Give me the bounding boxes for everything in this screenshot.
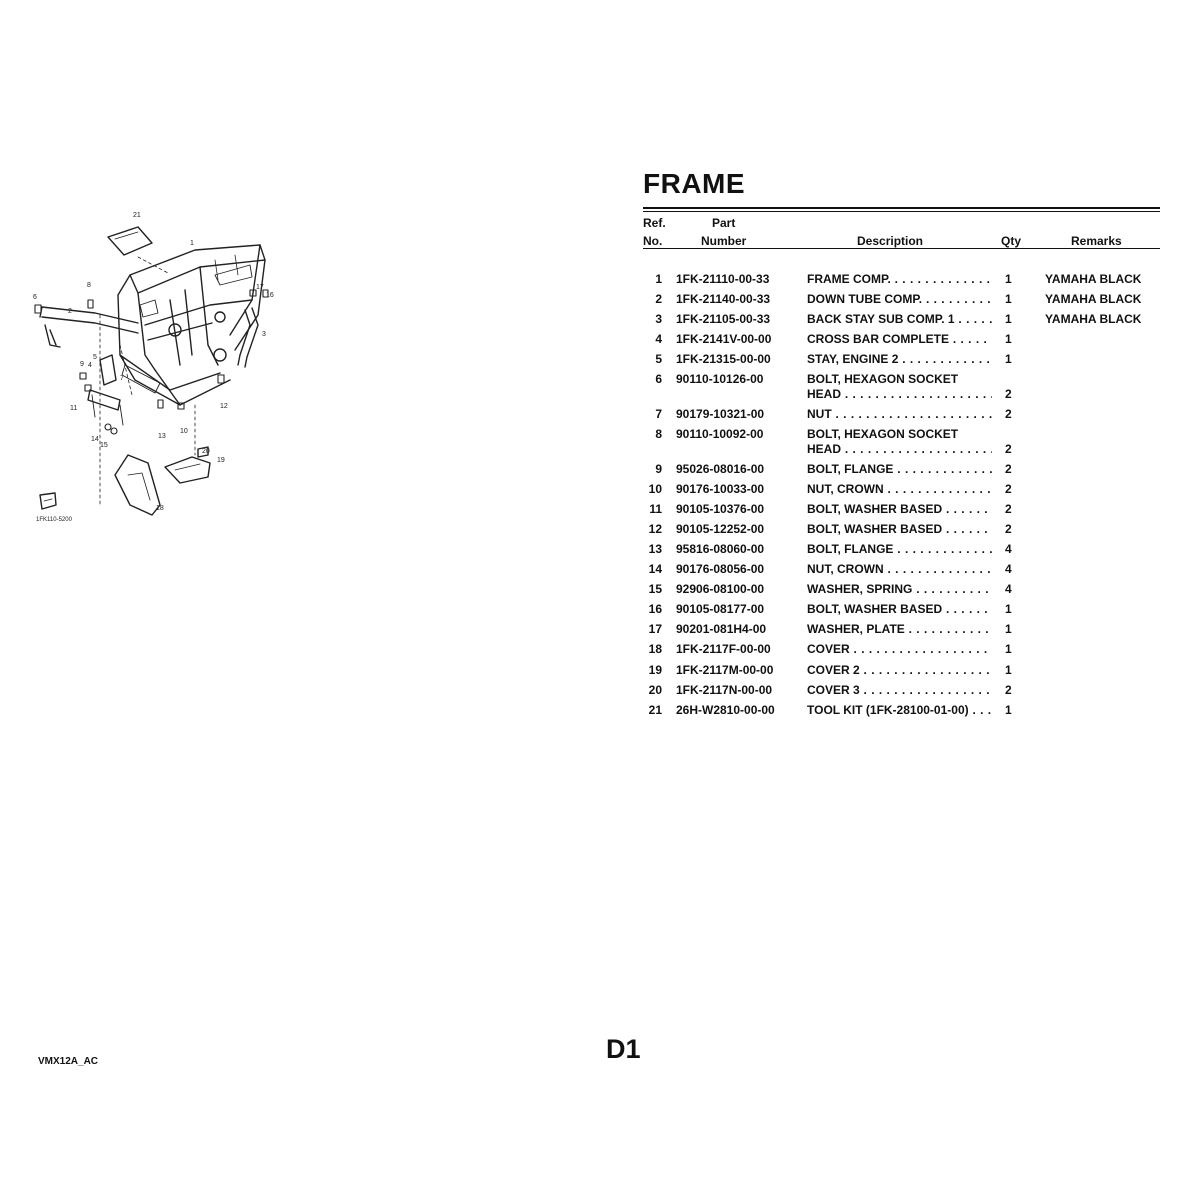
quantity: 2 — [1005, 682, 1012, 697]
description — [807, 663, 992, 677]
parts-list — [643, 272, 1160, 723]
header-ref-line1: Ref. — [643, 216, 666, 230]
quantity: 2 — [1005, 442, 1012, 457]
quantity: 1 — [1005, 602, 1012, 617]
description-text: COVER 2 — [807, 662, 860, 677]
part-number: 95816-08060-00 — [676, 541, 765, 556]
tool-kit-drawing — [108, 227, 152, 255]
description-cell — [807, 562, 992, 576]
footer-code: VMX12A_AC — [38, 1056, 99, 1067]
ref-no: 9 — [655, 461, 662, 476]
description-text: BOLT, WASHER BASED — [807, 501, 943, 516]
part-number: 26H-W2810-00-00 — [676, 702, 775, 717]
description-text: BOLT, WASHER BASED — [807, 602, 943, 617]
description-text: BACK STAY SUB COMP. 1 — [807, 312, 955, 327]
description-cell — [807, 582, 992, 596]
ref-no: 4 — [655, 332, 662, 347]
description — [807, 642, 992, 656]
description-line2 — [807, 442, 992, 456]
part-number: 1FK-21140-00-33 — [676, 292, 771, 307]
cross-bar-drawing — [88, 355, 123, 425]
header-description: Description — [857, 234, 924, 248]
description-line2 — [807, 387, 992, 401]
emblem-drawing — [40, 493, 56, 509]
table-row — [643, 663, 1160, 683]
description — [807, 312, 992, 326]
frame-drawing — [20, 205, 320, 535]
part-number: 90105-10376-00 — [676, 501, 765, 516]
table-row — [643, 542, 1160, 562]
header-part-line2: Number — [701, 234, 747, 248]
description-cell — [807, 427, 992, 456]
ref-no: 15 — [648, 582, 662, 597]
description-cell — [807, 407, 992, 421]
main-frame-drawing — [118, 245, 265, 405]
description-cell — [807, 332, 992, 346]
description — [807, 372, 992, 386]
part-number: 90105-12252-00 — [676, 521, 765, 536]
ref-no: 20 — [648, 682, 662, 697]
callout-1: 1 — [190, 240, 194, 247]
description — [807, 522, 992, 536]
remarks: YAMAHA BLACK — [1045, 292, 1142, 307]
description-cell — [807, 642, 992, 656]
quantity: 2 — [1005, 521, 1012, 536]
description-cell — [807, 622, 992, 636]
ref-no: 3 — [655, 312, 662, 327]
ref-no: 21 — [648, 702, 662, 717]
ref-no: 17 — [648, 622, 662, 637]
description — [807, 407, 992, 421]
quantity: 1 — [1005, 292, 1012, 307]
quantity: 2 — [1005, 387, 1012, 402]
description-cell — [807, 522, 992, 536]
part-number: 1FK-2117M-00-00 — [676, 662, 774, 677]
table-row — [643, 602, 1160, 622]
part-number: 1FK-21315-00-00 — [676, 352, 771, 367]
description-text: TOOL KIT (1FK-28100-01-00) — [807, 702, 969, 717]
ref-no: 1 — [655, 272, 662, 286]
page-number: D1 — [606, 1034, 641, 1064]
description-cell — [807, 462, 992, 476]
quantity: 1 — [1005, 352, 1012, 367]
ref-no: 16 — [648, 602, 662, 617]
description-cell — [807, 312, 992, 326]
callout-2: 2 — [68, 308, 72, 315]
exploded-view-diagram — [20, 205, 320, 535]
table-row — [643, 407, 1160, 427]
callout-5: 5 — [93, 354, 97, 361]
table-row — [643, 332, 1160, 352]
callout-13: 13 — [158, 433, 166, 440]
callout-20: 20 — [202, 448, 210, 455]
header-remarks: Remarks — [1071, 234, 1122, 248]
ref-no: 10 — [648, 481, 662, 496]
header-qty: Qty — [1001, 234, 1022, 248]
description-cell — [807, 502, 992, 516]
ref-no: 18 — [648, 642, 662, 657]
quantity: 1 — [1005, 312, 1012, 327]
quantity: 1 — [1005, 662, 1012, 677]
description-line2-text: HEAD — [807, 442, 842, 457]
down-tube-drawing — [40, 307, 138, 347]
quantity: 2 — [1005, 481, 1012, 496]
table-row — [643, 462, 1160, 482]
quantity: 1 — [1005, 702, 1012, 717]
header-rule — [643, 248, 1160, 249]
title-rule-thin — [643, 211, 1160, 212]
remarks: YAMAHA BLACK — [1045, 272, 1142, 286]
description-text: WASHER, PLATE — [807, 622, 905, 637]
description — [807, 582, 992, 596]
ref-no: 11 — [649, 501, 662, 516]
part-number: 90110-10126-00 — [676, 372, 764, 387]
description — [807, 332, 992, 346]
part-number: 1FK-2117N-00-00 — [676, 682, 773, 697]
description-cell — [807, 482, 992, 496]
part-number: 90201-081H4-00 — [676, 622, 767, 637]
description — [807, 502, 992, 516]
description-text: NUT, CROWN — [807, 481, 884, 496]
callout-18: 18 — [156, 505, 164, 512]
description — [807, 703, 992, 717]
remarks: YAMAHA BLACK — [1045, 312, 1142, 327]
ref-no: 8 — [655, 427, 662, 442]
callout-19: 19 — [217, 457, 225, 464]
diagram-code: 1FK110-5200 — [36, 517, 72, 523]
description-cell — [807, 292, 992, 306]
description-text: BOLT, HEXAGON SOCKET — [807, 372, 959, 387]
part-number: 90176-10033-00 — [676, 481, 765, 496]
description — [807, 352, 992, 366]
description-cell — [807, 272, 992, 286]
part-number: 95026-08016-00 — [676, 461, 765, 476]
callout-10: 10 — [180, 428, 188, 435]
part-number: 90110-10092-00 — [676, 427, 764, 442]
description-text: BOLT, WASHER BASED — [807, 521, 943, 536]
callout-6: 6 — [33, 294, 37, 301]
part-number: 1FK-2117F-00-00 — [676, 642, 771, 657]
ref-no: 6 — [655, 372, 662, 387]
callout-8: 8 — [87, 282, 91, 289]
table-row — [643, 703, 1160, 723]
ref-no: 2 — [655, 292, 662, 307]
table-row — [643, 642, 1160, 662]
table-row — [643, 292, 1160, 312]
description-cell — [807, 703, 992, 717]
table-row — [643, 372, 1160, 407]
description-cell — [807, 683, 992, 697]
ref-no: 13 — [648, 541, 662, 556]
quantity: 1 — [1005, 622, 1012, 637]
description — [807, 683, 992, 697]
description — [807, 562, 992, 576]
description-cell — [807, 663, 992, 677]
table-row — [643, 683, 1160, 703]
description-text: DOWN TUBE COMP. — [807, 292, 923, 307]
description — [807, 602, 992, 616]
table-row — [643, 312, 1160, 332]
part-number: 90176-08056-00 — [676, 562, 765, 577]
description-cell — [807, 372, 992, 401]
table-row — [643, 272, 1160, 292]
description — [807, 542, 992, 556]
table-row — [643, 352, 1160, 372]
table-row — [643, 522, 1160, 542]
quantity: 2 — [1005, 461, 1012, 476]
quantity: 1 — [1005, 332, 1012, 347]
description-text: CROSS BAR COMPLETE — [807, 332, 950, 347]
description-cell — [807, 602, 992, 616]
quantity: 1 — [1005, 272, 1012, 286]
callout-3: 3 — [262, 331, 266, 338]
description — [807, 292, 992, 306]
callout-9: 9 — [80, 361, 84, 368]
table-row — [643, 562, 1160, 582]
ref-no: 14 — [648, 562, 662, 577]
ref-no: 7 — [655, 406, 662, 421]
description — [807, 427, 992, 441]
part-number: 1FK-2141V-00-00 — [676, 332, 772, 347]
quantity: 4 — [1005, 582, 1012, 597]
description-cell — [807, 352, 992, 366]
description — [807, 622, 992, 636]
table-row — [643, 502, 1160, 522]
description-text: COVER — [807, 642, 850, 657]
part-number: 90105-08177-00 — [676, 602, 765, 617]
callout-11: 11 — [70, 405, 78, 412]
description-text: BOLT, HEXAGON SOCKET — [807, 427, 959, 442]
callout-17: 17 — [256, 284, 264, 291]
callout-12: 12 — [220, 403, 228, 410]
description-text: COVER 3 — [807, 682, 860, 697]
ref-no: 19 — [648, 662, 662, 677]
description — [807, 482, 992, 496]
quantity: 4 — [1005, 541, 1012, 556]
part-number: 90179-10321-00 — [676, 406, 765, 421]
ref-no: 5 — [655, 352, 662, 367]
callout-21: 21 — [133, 212, 141, 219]
table-row — [643, 582, 1160, 602]
header-part-line1: Part — [712, 216, 736, 230]
callout-16: 16 — [266, 292, 274, 299]
description-cell — [807, 542, 992, 556]
description-text: STAY, ENGINE 2 — [807, 352, 899, 367]
table-row — [643, 622, 1160, 642]
quantity: 4 — [1005, 562, 1012, 577]
callout-7: 7 — [120, 375, 124, 382]
quantity: 1 — [1005, 642, 1012, 657]
quantity: 2 — [1005, 501, 1012, 516]
table-row — [643, 482, 1160, 502]
header-ref-line2: No. — [643, 234, 663, 248]
callout-15: 15 — [100, 442, 108, 449]
part-number: 92906-08100-00 — [676, 582, 765, 597]
description-text: FRAME COMP. — [807, 272, 891, 286]
quantity: 2 — [1005, 406, 1012, 421]
page-title: FRAME — [643, 168, 746, 199]
description — [807, 272, 992, 286]
description-text: NUT, CROWN — [807, 562, 884, 577]
callout-14: 14 — [91, 436, 99, 443]
description-text: BOLT, FLANGE — [807, 461, 894, 476]
title-rule — [643, 207, 1160, 209]
callout-4: 4 — [88, 362, 92, 369]
description — [807, 462, 992, 476]
description-text: BOLT, FLANGE — [807, 541, 894, 556]
description-text: WASHER, SPRING — [807, 582, 913, 597]
description-line2-text: HEAD — [807, 387, 842, 402]
description-text: NUT — [807, 406, 832, 421]
part-number: 1FK-21110-00-33 — [676, 272, 770, 286]
table-row — [643, 427, 1160, 462]
part-number: 1FK-21105-00-33 — [676, 312, 771, 327]
ref-no: 12 — [648, 521, 662, 536]
